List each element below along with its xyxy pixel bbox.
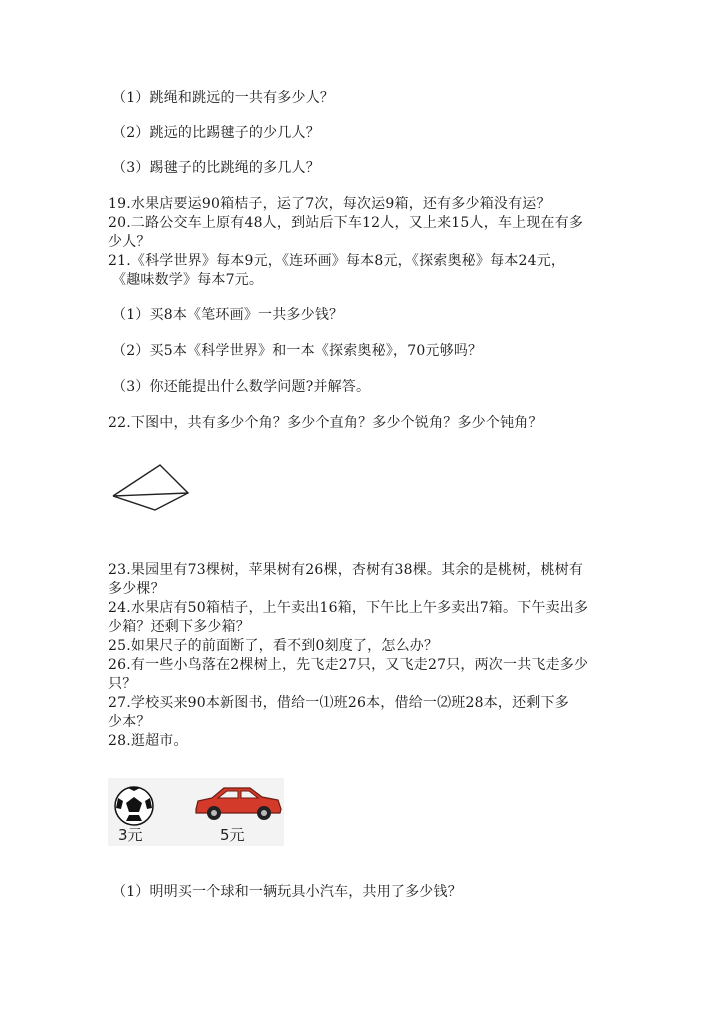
q28-sub1: （1）明明买一个球和一辆玩具小汽车，共用了多少钱？ [112,884,462,900]
soccer-ball-icon [112,784,156,828]
q28: 28.逛超市。 [108,733,188,749]
q20-line1: 20.二路公交车上原有48人，到站后下车12人，又上来15人，车上现在有多 [108,215,584,231]
q23-line1: 23.果园里有73棵树，苹果树有26棵，杏树有38棵。其余的是桃树，桃树有 [108,562,584,578]
shop-image [108,778,284,846]
q21-sub3: （3）你还能提出什么数学问题?并解答。 [112,379,371,395]
q25: 25.如果尺子的前面断了，看不到0刻度了，怎么办？ [108,638,439,654]
q26-line1: 26.有一些小鸟落在2棵树上，先飞走27只，又飞走27只，两次一共飞走多少 [108,657,589,673]
q24-line2: 少箱？还剩下多少箱？ [108,619,250,635]
q19: 19.水果店要运90箱桔子，运了7次，每次运9箱，还有多少箱没有运？ [108,196,551,212]
angle-figure [110,462,194,512]
car-price: 5元 [220,826,245,844]
q21-sub2: （2）买5本《科学世界》和一本《探索奥秘》，70元够吗？ [112,343,483,359]
q18-sub3: （3）踢毽子的比跳绳的多几人？ [112,160,320,176]
q23-line2: 多少棵？ [108,581,165,597]
q21-line2: 《趣味数学》每本7元。 [112,272,264,288]
q27-line1: 27.学校买来90本新图书，借给一⑴班26本，借给一⑵班28本，还剩下多 [108,695,569,711]
q21-line1: 21.《科学世界》每本9元，《连环画》每本8元，《探索奥秘》每本24元， [108,253,566,269]
q22: 22.下图中，共有多少个角？多少个直角？多少个锐角？多少个钝角？ [108,415,543,431]
q24-line1: 24.水果店有50箱桔子，上午卖出16箱，下午比上午多卖出7箱。下午卖出多 [108,600,589,616]
q27-line2: 少本？ [108,714,151,730]
q20-line2: 少人？ [108,234,151,250]
q26-line2: 只？ [108,676,137,692]
q18-sub2: （2）跳远的比踢毽子的少几人？ [112,125,320,141]
ball-price: 3元 [118,826,143,844]
q18-sub1: （1）跳绳和跳远的一共有多少人？ [112,90,335,106]
toy-car-icon [192,782,284,824]
q21-sub1: （1）买8本《笔环画》一共多少钱？ [112,307,344,323]
